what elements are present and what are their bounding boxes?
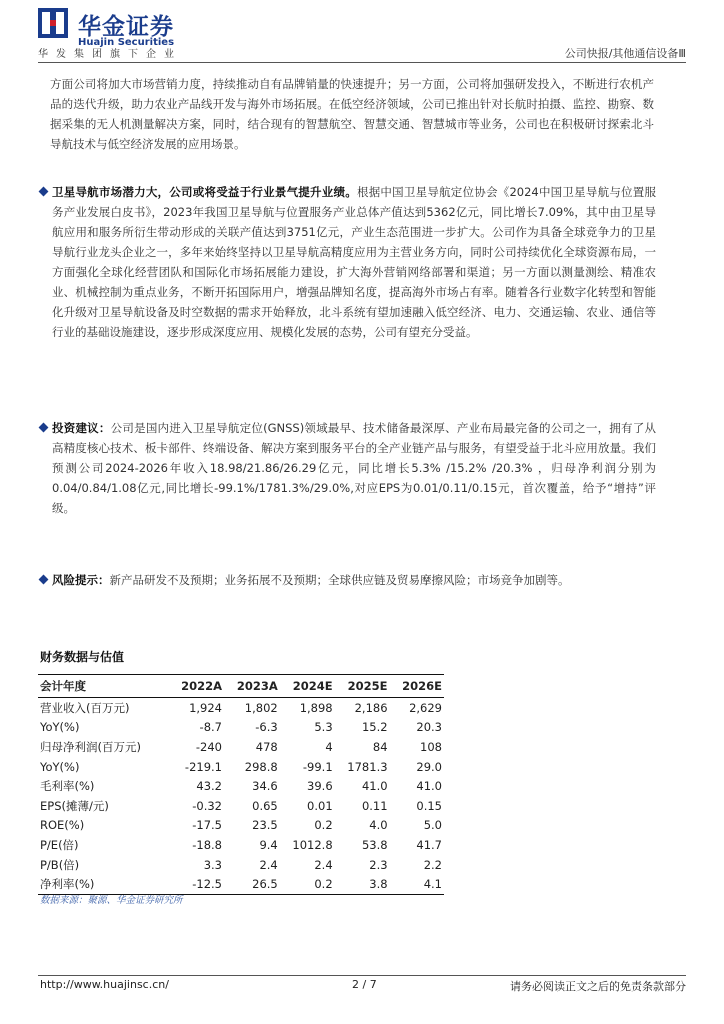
table-row	[38, 757, 444, 777]
table-row	[38, 737, 444, 757]
table-cell: 3.3	[203, 857, 222, 872]
huajin-logo-icon	[38, 8, 68, 38]
investment-heading: 投资建议：	[52, 421, 111, 435]
table-cell: 43.2	[196, 779, 222, 794]
table-row	[38, 698, 444, 718]
table-cell: 1,924	[189, 700, 222, 715]
table-cell: 29.0	[416, 759, 442, 774]
table-cell: 2.3	[369, 857, 388, 872]
table-cell: 5.0	[423, 818, 442, 833]
intro-text: 方面公司将加大市场营销力度，持续推动自有品牌销量的快速提升；另一方面，公司将加强研发投入，不断进行农机产品的迭代升级，助力农业产品线开发与海外市场拓展。在低空经济领域，公司已推出针对长航时拍摄、监控、勘察、数据采集的无人机测量解决方案，同时，结合现有的智慧航空、智慧交通、智慧城市等业务，公司也在积极研讨探索北斗导航技术与低空经济发展的应用场景。	[50, 77, 654, 151]
financial-table-body	[38, 698, 444, 895]
table-cell: 26.5	[224, 874, 280, 894]
table-cell: 0.01	[307, 798, 333, 813]
table-cell: 3.8	[335, 874, 390, 894]
disclaimer-note: 请务必阅读正文之后的免责条款部分	[510, 980, 686, 993]
table-cell: 478	[255, 739, 278, 754]
row-label: 净利率(%)	[38, 874, 168, 894]
row-label: P/E(倍)	[40, 837, 79, 852]
table-cell: 0.2	[280, 874, 335, 894]
risk-paragraph	[40, 570, 656, 590]
brand-name-cn: 华金证券	[78, 14, 174, 40]
table-cell: -99.1	[302, 759, 333, 774]
table-cell: 1,802	[244, 700, 278, 715]
table-cell: 23.5	[252, 818, 278, 833]
table-cell: 4	[325, 739, 333, 754]
footer-url: http://www.huajinsc.cn/	[40, 978, 169, 991]
table-cell: 2.4	[259, 857, 278, 872]
investment-text: 公司是国内进入卫星导航定位(GNSS)领域最早、技术储备最深厚、产业布局最完备的公司之一，拥有了从高精度核心技术、板卡部件、终端设备、解决方案到服务平台的全产业链产品与服务，有望受益于北斗应用放量。我们预测公司2024-2026年收入18.98/21.86/26.29亿元，同比增长5.3% /15.2% /20.3% ，归母净利润分别为0.04/0.84/1.08亿元,同比增长-99.1%/1781.3%/29.0%,对应EPS为0.01/0.11/0.15元，首次覆盖，给予“增持”评级。	[52, 421, 656, 515]
table-cell: 108	[420, 739, 442, 754]
row-label: 营业收入(百万元)	[40, 700, 130, 715]
table-cell: -240	[195, 739, 222, 754]
row-label: 归母净利润(百万元)	[40, 739, 141, 754]
table-cell: 2.2	[423, 857, 442, 872]
table-cell: -17.5	[192, 818, 222, 833]
bullet-diamond-icon	[39, 187, 49, 197]
brand-name-en: Huajin Securities	[78, 37, 175, 48]
group-tagline: 华发集团旗下企业	[38, 49, 182, 60]
table-header-row	[38, 675, 444, 698]
table-cell: 0.65	[252, 798, 278, 813]
column-header: 2023A	[224, 675, 280, 698]
header-divider	[38, 62, 686, 63]
table-cell: 0.15	[416, 798, 442, 813]
table-cell: 34.6	[252, 779, 278, 794]
footer-divider	[38, 975, 686, 976]
table-cell: 5.3	[314, 720, 333, 735]
page-number: 2 / 7	[352, 978, 377, 991]
table-cell: -8.7	[199, 720, 222, 735]
table-cell: 53.8	[361, 837, 388, 852]
table-row	[38, 796, 444, 816]
table-cell: 0.2	[314, 818, 333, 833]
financial-table	[38, 674, 444, 895]
table-cell: 1,898	[299, 700, 333, 715]
table-cell: 39.6	[307, 779, 333, 794]
column-header: 2024E	[280, 675, 335, 698]
table-cell: 41.0	[361, 779, 388, 794]
row-label: YoY(%)	[40, 759, 80, 774]
page-header	[38, 8, 686, 60]
row-label: YoY(%)	[40, 720, 80, 735]
table-row	[38, 835, 444, 855]
table-row	[38, 855, 444, 875]
table-row	[38, 816, 444, 836]
bullet-diamond-icon	[39, 423, 49, 433]
table-row	[38, 776, 444, 796]
table-cell: 298.8	[244, 759, 278, 774]
table-cell: -12.5	[168, 874, 224, 894]
table-cell: 2.4	[314, 857, 333, 872]
risk-text: 新产品研发不及预期；业务拓展不及预期；全球供应链及贸易摩擦风险；市场竞争加剧等。	[109, 573, 570, 587]
table-cell: 41.0	[416, 779, 442, 794]
table-cell: -219.1	[184, 759, 222, 774]
bullet-diamond-icon	[39, 575, 49, 585]
industry-paragraph	[40, 182, 656, 342]
column-header: 2026E	[390, 675, 444, 698]
table-cell: 84	[372, 739, 388, 754]
financial-table-title: 财务数据与估值	[40, 650, 125, 664]
table-cell: 4.1	[390, 874, 444, 894]
table-cell: 2,629	[409, 700, 442, 715]
column-header: 2022A	[168, 675, 224, 698]
table-cell: 1012.8	[292, 837, 333, 852]
table-cell: 9.4	[259, 837, 278, 852]
table-cell: 2,186	[354, 700, 388, 715]
table-cell: -0.32	[192, 798, 222, 813]
data-source-note: 数据来源：聚源、华金证券研究所	[40, 895, 183, 906]
table-cell: 1781.3	[347, 759, 388, 774]
intro-paragraph	[40, 74, 654, 154]
row-label: ROE(%)	[40, 818, 85, 833]
column-header: 2025E	[335, 675, 390, 698]
industry-heading: 卫星导航市场潜力大，公司或将受益于行业景气提升业绩。	[52, 185, 357, 199]
table-cell: 20.3	[416, 720, 442, 735]
table-cell: -18.8	[192, 837, 222, 852]
row-label: 毛利率(%)	[40, 779, 95, 794]
table-cell: 0.11	[361, 798, 388, 813]
table-cell: -6.3	[255, 720, 278, 735]
table-cell: 4.0	[369, 818, 388, 833]
risk-heading: 风险提示：	[52, 573, 110, 587]
industry-text: 根据中国卫星导航定位协会《2024中国卫星导航与位置服务产业发展白皮书》，2023年我国卫星导航与位置服务产业总体产值达到5362亿元，同比增长7.09%，其中由卫星导航应用和服务所衍生带动形成的关联产值达到3751亿元，产业生态范围进一步扩大。公司作为具备全球竞争力的卫星导航行业龙头企业之一，多年来始终坚持以卫星导航高精度应用为主营业务方向，同时公司持续优化全球资源布局，一方面强化全球化经营团队和国际化市场拓展能力建设，扩大海外营销网络部署和渠道；另一方面以测量测绘、精准农业、机械控制为重点业务，不断开拓国际用户，增强品牌知名度，提高海外市场占有率。随着各行业数字化转型和智能化升级对卫星导航设备及时空数据的需求开始释放，北斗系统有望加速融入低空经济、电力、交通运输、农业、通信等行业的基础设施建设，逐步形成深度应用、规模化发展的态势，公司有望充分受益。	[52, 185, 657, 339]
row-label: EPS(摊薄/元)	[40, 798, 109, 813]
column-header: 会计年度	[38, 675, 168, 698]
table-cell: 15.2	[361, 720, 388, 735]
row-label: P/B(倍)	[40, 857, 80, 872]
table-row	[38, 718, 444, 738]
report-type: 公司快报/其他通信设备Ⅲ	[564, 47, 686, 60]
investment-paragraph	[40, 418, 656, 518]
table-cell: 41.7	[416, 837, 442, 852]
